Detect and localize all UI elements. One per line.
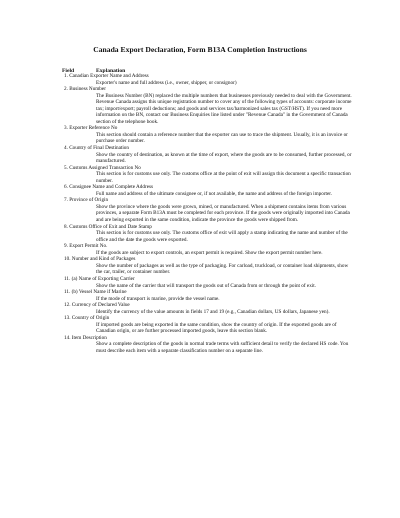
field-entry xyxy=(62,224,352,244)
field-explanation: If imported goods are being exported in the same condition, show the country of origin. If the exported goods are of Canadian origin, or are further processed imported goods, leave this section blank. xyxy=(96,321,337,335)
field-entry xyxy=(62,276,352,289)
field-label: 11. (b) Vessel Name if Marine xyxy=(64,289,127,296)
field-entry xyxy=(62,289,352,302)
field-explanation: Show the province where the goods were grown, mined, or manufactured. When a shipment contains items from various provinces, a separate Form B13A must be completed for each province. If the goods were originally imported into Canada and are being exported in the same condition, indicate the province the goods were shipped from. xyxy=(96,203,350,224)
document-title: Canada Export Declaration, Form B13A Completion Instructions xyxy=(93,45,307,54)
field-label: 5. Customs Assigned Transaction No xyxy=(64,164,141,171)
field-entry xyxy=(62,73,352,86)
field-explanation: This section is for customs use only. The customs office of exit will apply a stamp indicating the name and number of the office and the date the goods were exported. xyxy=(96,230,348,243)
field-entry xyxy=(62,184,352,197)
field-explanation: Show a complete description of the goods in normal trade terms with sufficient detail to verify the declared HS code. You must describe each item with a separate classification number on a separate line. xyxy=(96,341,349,354)
field-column-header: Field xyxy=(62,68,75,74)
field-label: 2. Business Number xyxy=(64,86,106,93)
field-label: 3. Exporter Reference No xyxy=(64,125,118,132)
field-entry xyxy=(62,243,352,256)
field-entry xyxy=(62,315,352,335)
field-label: 6. Consignee Name and Complete Address xyxy=(64,184,154,191)
field-label: 12. Currency of Declared Value xyxy=(64,302,130,309)
field-explanation: If the goods are subject to export controls, an export permit is required. Show the export permit number here. xyxy=(96,249,323,256)
field-label: 14. Item Description xyxy=(64,334,107,341)
field-entry xyxy=(62,125,352,145)
field-label: 4. Country of Final Destination xyxy=(64,145,129,152)
field-label: 8. Customs Office of Exit and Date Stamp xyxy=(64,223,152,230)
field-explanation: This section should contain a reference number that the exporter can use to trace the shipment. Usually, it is an invoice or purchase order number. xyxy=(96,131,348,145)
field-label: 10. Number and Kind of Packages xyxy=(64,256,136,263)
field-label: 11. (a) Name of Exporting Carrier xyxy=(64,275,135,282)
field-entry xyxy=(62,197,352,223)
field-label: 9. Export Permit No. xyxy=(64,243,108,250)
field-entry xyxy=(62,302,352,315)
field-explanation: Show the country of destination, as known at the time of export, where the goods are to be consumed, further processed, or manufactured. xyxy=(96,151,352,165)
explanation-column-header: Explanation xyxy=(96,68,126,74)
field-explanation: Show the name of the carrier that will transport the goods out of Canada from or through the point of exit. xyxy=(96,282,316,289)
field-explanation: Show the number of packages as well as the type of packaging. For carload, truckload, or container load shipments, show the car, trailer, or container number. xyxy=(96,262,349,276)
field-explanation: If the mode of transport is marine, provide the vessel name. xyxy=(96,295,220,302)
field-label: 7. Province of Origin xyxy=(64,197,109,204)
field-explanation: Full name and address of the ultimate consignee or, if not available, the name and address of the foreign importer. xyxy=(96,190,333,197)
field-explanation: The Business Number (BN) replaced the multiple numbers that businesses previously needed to deal with the Government. Revenue Canada assigns this unique registration number to cover any of the following types of accounts: corporate income tax; import/export; payroll deductions; and goods and services tax/harmonized sales tax (GST/HST). If you need more information on the BN, contact our Business Enquiries line listed under "Revenue Canada" in the Government of Canada section of the telephone book. xyxy=(96,92,352,125)
field-explanation: Identify the currency of the value amounts in fields 17 and 19 (e.g., Canadian dollars, US dollars, Japanese yen). xyxy=(96,308,330,315)
field-label: 1. Canadian Exporter Name and Address xyxy=(64,73,149,79)
field-list xyxy=(62,73,352,355)
field-explanation: This section is for customs use only. The customs office at the point of exit will assign this document a specific transaction number. xyxy=(96,171,351,184)
field-entry xyxy=(62,86,352,125)
field-explanation: Exporter's name and full address (i.e., owner, shipper, or consignor) xyxy=(96,79,237,86)
field-entry xyxy=(62,335,352,355)
field-label: 13. Country of Origin xyxy=(64,315,110,322)
field-entry xyxy=(62,165,352,185)
field-entry xyxy=(62,256,352,276)
field-entry xyxy=(62,145,352,165)
